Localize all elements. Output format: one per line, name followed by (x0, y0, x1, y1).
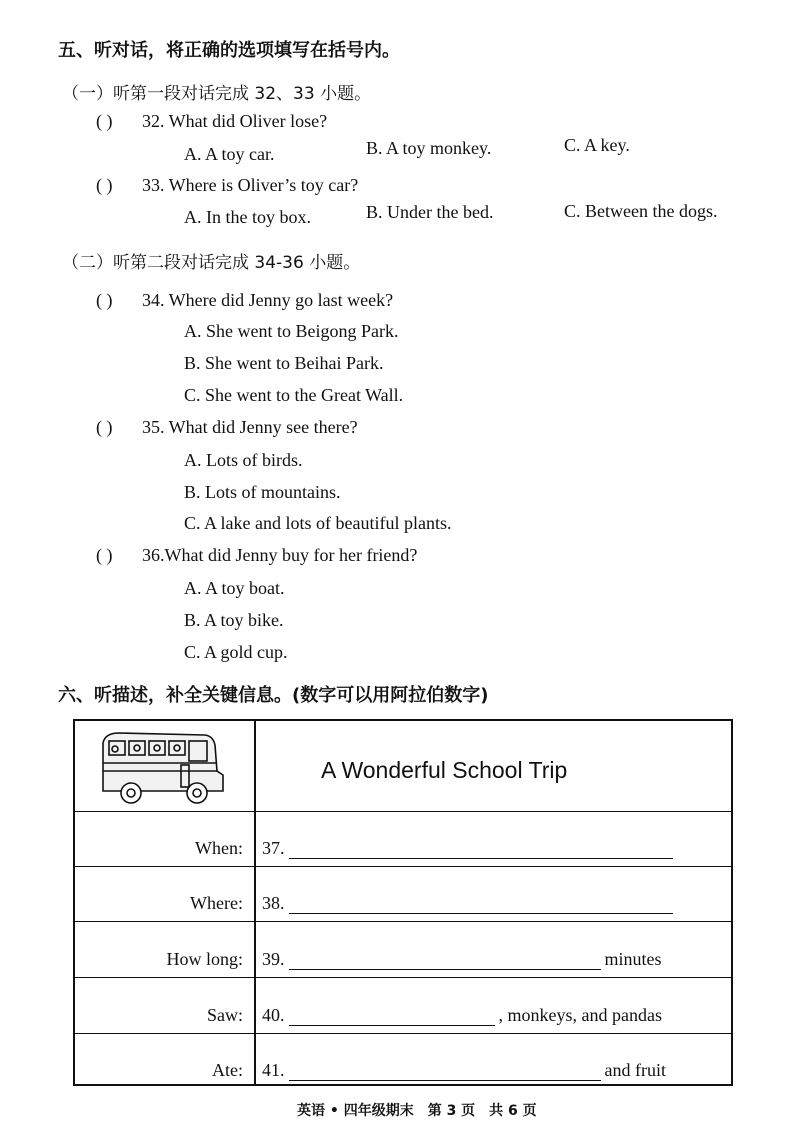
number-39: 39. (262, 949, 285, 969)
section-5-title: 五、听对话，将正确的选项填写在括号内。 (58, 40, 400, 61)
option-32-c: C. A key. (564, 135, 630, 155)
suffix-39: minutes (604, 949, 662, 969)
answer-38-blank[interactable] (289, 895, 673, 914)
question-35: 35. What did Jenny see there? (142, 417, 358, 437)
cell-37 (262, 838, 677, 859)
option-36-a: A. A toy boat. (184, 578, 285, 598)
answer-40-blank[interactable] (289, 1007, 495, 1026)
answer-paren-32[interactable]: ( ) (96, 111, 113, 131)
number-38: 38. (262, 893, 285, 913)
answer-39-blank[interactable] (289, 951, 601, 970)
option-33-c: C. Between the dogs. (564, 201, 718, 221)
answer-37-blank[interactable] (289, 840, 673, 859)
cell-40 (262, 1005, 662, 1026)
option-34-b: B. She went to Beihai Park. (184, 353, 384, 373)
number-40: 40. (262, 1005, 285, 1025)
option-34-a: A. She went to Beigong Park. (184, 321, 399, 341)
answer-paren-34[interactable]: ( ) (96, 290, 113, 310)
option-35-b: B. Lots of mountains. (184, 482, 341, 502)
number-41: 41. (262, 1060, 285, 1080)
option-36-b: B. A toy bike. (184, 610, 284, 630)
label-how-long: How long: (166, 949, 243, 969)
suffix-41: and fruit (604, 1060, 666, 1080)
column-divider (254, 811, 256, 1086)
table-title: A Wonderful School Trip (321, 757, 568, 783)
answer-paren-35[interactable]: ( ) (96, 417, 113, 437)
option-36-c: C. A gold cup. (184, 642, 288, 662)
header-divider (254, 721, 256, 811)
part-2-title: （二）听第二段对话完成 34-36 小题。 (62, 253, 361, 273)
cell-38 (262, 893, 677, 914)
question-33: 33. Where is Oliver’s toy car? (142, 175, 359, 195)
option-35-a: A. Lots of birds. (184, 450, 303, 470)
label-ate: Ate: (212, 1060, 243, 1080)
answer-41-blank[interactable] (289, 1062, 601, 1081)
answer-paren-33[interactable]: ( ) (96, 175, 113, 195)
label-saw: Saw: (207, 1005, 243, 1025)
option-32-b: B. A toy monkey. (366, 138, 492, 158)
number-37: 37. (262, 838, 285, 858)
option-35-c: C. A lake and lots of beautiful plants. (184, 513, 452, 533)
answer-paren-36[interactable]: ( ) (96, 545, 113, 565)
page-footer: 英语 • 四年级期末 第 3 页 共 6 页 (297, 1103, 537, 1119)
option-33-b: B. Under the bed. (366, 202, 494, 222)
option-32-a: A. A toy car. (184, 144, 275, 164)
question-32: 32. What did Oliver lose? (142, 111, 328, 131)
option-33-a: A. In the toy box. (184, 207, 311, 227)
school-trip-table (73, 719, 733, 1086)
part-1-title: （一）听第一段对话完成 32、33 小题。 (62, 84, 372, 104)
suffix-40: , monkeys, and pandas (498, 1005, 662, 1025)
school-bus-icon (97, 729, 227, 812)
cell-41 (262, 1060, 666, 1081)
option-34-c: C. She went to the Great Wall. (184, 385, 404, 405)
section-6-title: 六、听描述，补全关键信息。(数字可以用阿拉伯数字) (58, 685, 489, 706)
cell-39 (262, 949, 662, 970)
label-when: When: (195, 838, 243, 858)
question-34: 34. Where did Jenny go last week? (142, 290, 394, 310)
label-where: Where: (190, 893, 243, 913)
question-36: 36.What did Jenny buy for her friend? (142, 545, 418, 565)
